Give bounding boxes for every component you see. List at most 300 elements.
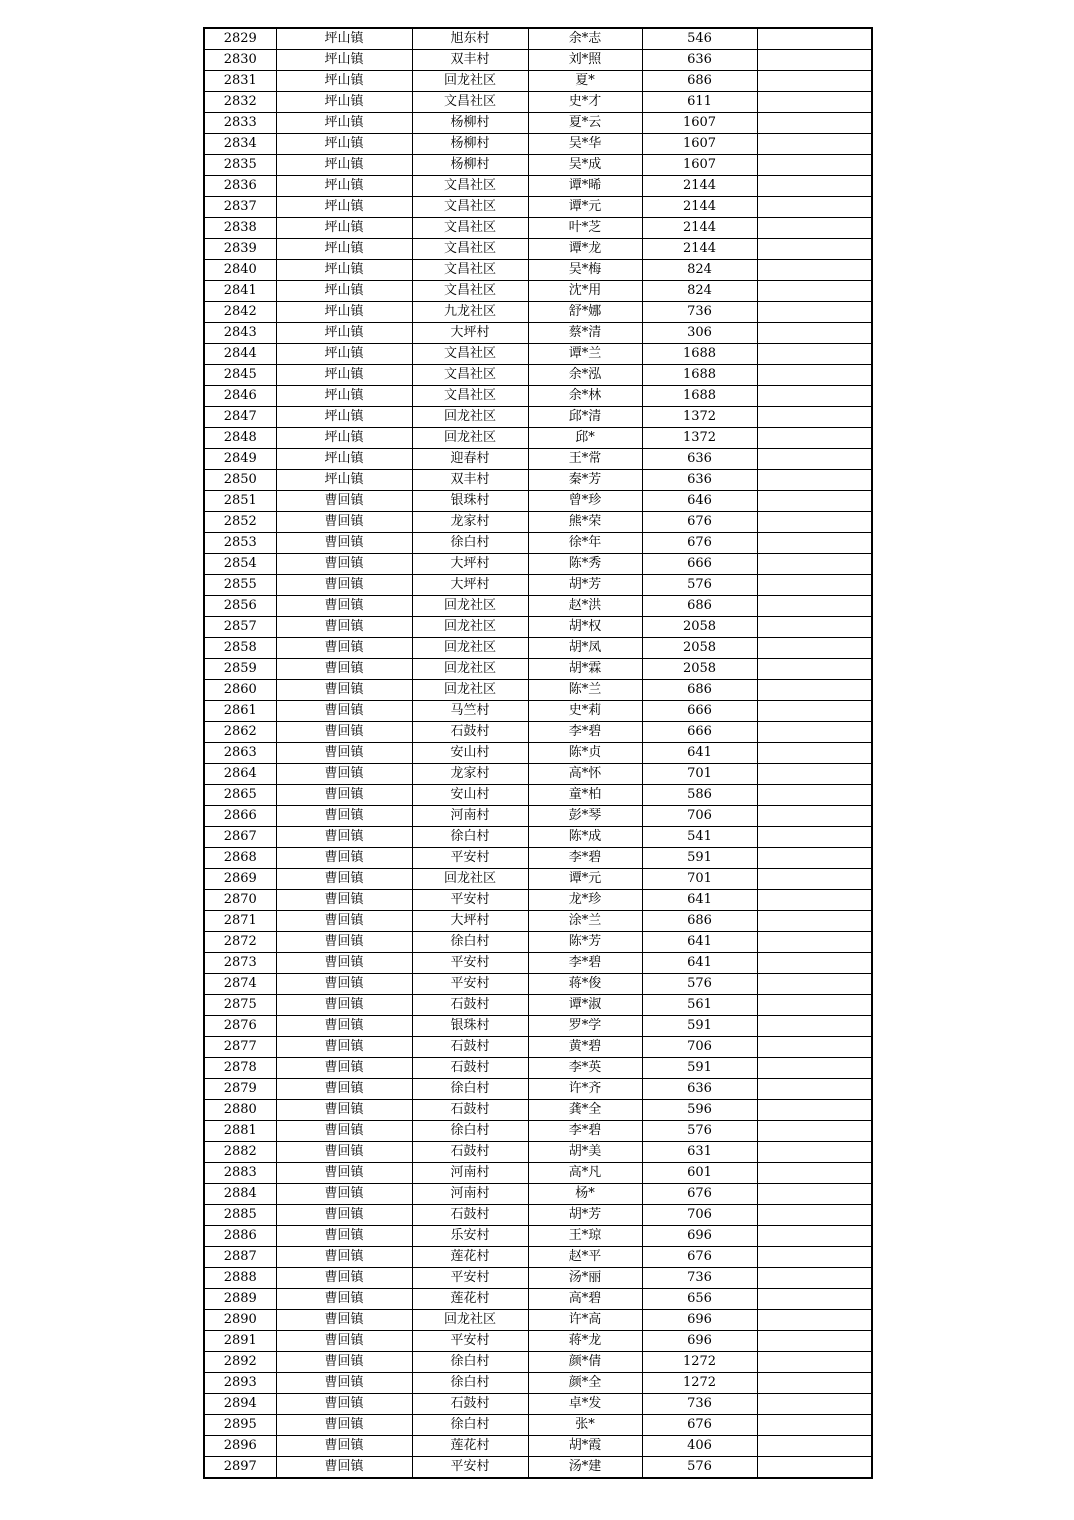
row-number-cell: 2832 <box>204 92 276 113</box>
table-row <box>204 323 872 344</box>
remark-cell <box>757 785 872 806</box>
table-row <box>204 491 872 512</box>
row-number-cell: 2837 <box>204 197 276 218</box>
village-cell: 徐白村 <box>412 1373 528 1394</box>
village-cell: 平安村 <box>412 848 528 869</box>
village-cell: 文昌社区 <box>412 386 528 407</box>
table-row <box>204 827 872 848</box>
village-cell: 杨柳村 <box>412 113 528 134</box>
name-cell: 余*志 <box>528 28 642 50</box>
table-row <box>204 449 872 470</box>
village-cell: 徐白村 <box>412 533 528 554</box>
village-cell: 回龙社区 <box>412 659 528 680</box>
remark-cell <box>757 302 872 323</box>
name-cell: 高*凡 <box>528 1163 642 1184</box>
village-cell: 双丰村 <box>412 50 528 71</box>
remark-cell <box>757 1205 872 1226</box>
row-number-cell: 2852 <box>204 512 276 533</box>
name-cell: 童*柏 <box>528 785 642 806</box>
name-cell: 颜*倩 <box>528 1352 642 1373</box>
remark-cell <box>757 1058 872 1079</box>
row-number-cell: 2839 <box>204 239 276 260</box>
amount-cell: 706 <box>642 1205 757 1226</box>
village-cell: 石鼓村 <box>412 1037 528 1058</box>
row-number-cell: 2841 <box>204 281 276 302</box>
village-cell: 石鼓村 <box>412 1205 528 1226</box>
name-cell: 胡*霞 <box>528 1436 642 1457</box>
table-row <box>204 239 872 260</box>
town-cell: 坪山镇 <box>276 155 412 176</box>
remark-cell <box>757 1415 872 1436</box>
village-cell: 文昌社区 <box>412 260 528 281</box>
row-number-cell: 2851 <box>204 491 276 512</box>
village-cell: 龙家村 <box>412 764 528 785</box>
row-number-cell: 2873 <box>204 953 276 974</box>
town-cell: 坪山镇 <box>276 386 412 407</box>
amount-cell: 1372 <box>642 407 757 428</box>
town-cell: 坪山镇 <box>276 281 412 302</box>
table-row <box>204 428 872 449</box>
remark-cell <box>757 1352 872 1373</box>
town-cell: 坪山镇 <box>276 239 412 260</box>
village-cell: 回龙社区 <box>412 617 528 638</box>
table-row <box>204 50 872 71</box>
amount-cell: 676 <box>642 1184 757 1205</box>
remark-cell <box>757 1331 872 1352</box>
amount-cell: 591 <box>642 1058 757 1079</box>
table-row <box>204 1163 872 1184</box>
village-cell: 徐白村 <box>412 1121 528 1142</box>
amount-cell: 576 <box>642 575 757 596</box>
amount-cell: 701 <box>642 869 757 890</box>
table-row <box>204 1394 872 1415</box>
amount-cell: 601 <box>642 1163 757 1184</box>
town-cell: 曹回镇 <box>276 1184 412 1205</box>
table-row <box>204 260 872 281</box>
town-cell: 曹回镇 <box>276 1436 412 1457</box>
row-number-cell: 2840 <box>204 260 276 281</box>
town-cell: 曹回镇 <box>276 1121 412 1142</box>
village-cell: 徐白村 <box>412 1415 528 1436</box>
table-row <box>204 1100 872 1121</box>
town-cell: 曹回镇 <box>276 1394 412 1415</box>
remark-cell <box>757 449 872 470</box>
village-cell: 徐白村 <box>412 827 528 848</box>
row-number-cell: 2862 <box>204 722 276 743</box>
town-cell: 曹回镇 <box>276 722 412 743</box>
remark-cell <box>757 1247 872 1268</box>
village-cell: 文昌社区 <box>412 281 528 302</box>
remark-cell <box>757 1373 872 1394</box>
amount-cell: 686 <box>642 71 757 92</box>
town-cell: 坪山镇 <box>276 218 412 239</box>
remark-cell <box>757 869 872 890</box>
name-cell: 夏*云 <box>528 113 642 134</box>
row-number-cell: 2842 <box>204 302 276 323</box>
row-number-cell: 2858 <box>204 638 276 659</box>
village-cell: 文昌社区 <box>412 344 528 365</box>
village-cell: 回龙社区 <box>412 638 528 659</box>
table-row <box>204 596 872 617</box>
amount-cell: 591 <box>642 848 757 869</box>
village-cell: 文昌社区 <box>412 218 528 239</box>
amount-cell: 696 <box>642 1310 757 1331</box>
name-cell: 彭*琴 <box>528 806 642 827</box>
village-cell: 文昌社区 <box>412 92 528 113</box>
table-row <box>204 1268 872 1289</box>
table-row <box>204 575 872 596</box>
table-row <box>204 722 872 743</box>
table-row <box>204 1373 872 1394</box>
row-number-cell: 2889 <box>204 1289 276 1310</box>
amount-cell: 706 <box>642 806 757 827</box>
table-row <box>204 1352 872 1373</box>
remark-cell <box>757 239 872 260</box>
name-cell: 舒*娜 <box>528 302 642 323</box>
village-cell: 平安村 <box>412 953 528 974</box>
name-cell: 谭*晞 <box>528 176 642 197</box>
data-table <box>203 27 873 1479</box>
town-cell: 曹回镇 <box>276 680 412 701</box>
village-cell: 平安村 <box>412 974 528 995</box>
name-cell: 王*琼 <box>528 1226 642 1247</box>
remark-cell <box>757 638 872 659</box>
village-cell: 马竺村 <box>412 701 528 722</box>
amount-cell: 1688 <box>642 386 757 407</box>
amount-cell: 824 <box>642 281 757 302</box>
village-cell: 平安村 <box>412 890 528 911</box>
village-cell: 莲花村 <box>412 1247 528 1268</box>
name-cell: 李*碧 <box>528 722 642 743</box>
amount-cell: 696 <box>642 1331 757 1352</box>
row-number-cell: 2896 <box>204 1436 276 1457</box>
town-cell: 坪山镇 <box>276 470 412 491</box>
table-row <box>204 1457 872 1479</box>
amount-cell: 1607 <box>642 113 757 134</box>
town-cell: 曹回镇 <box>276 533 412 554</box>
village-cell: 莲花村 <box>412 1289 528 1310</box>
table-row <box>204 1058 872 1079</box>
table-row <box>204 1184 872 1205</box>
amount-cell: 686 <box>642 680 757 701</box>
town-cell: 曹回镇 <box>276 743 412 764</box>
town-cell: 曹回镇 <box>276 1100 412 1121</box>
remark-cell <box>757 428 872 449</box>
town-cell: 坪山镇 <box>276 71 412 92</box>
town-cell: 曹回镇 <box>276 659 412 680</box>
remark-cell <box>757 890 872 911</box>
table-row <box>204 344 872 365</box>
remark-cell <box>757 764 872 785</box>
amount-cell: 706 <box>642 1037 757 1058</box>
table-row <box>204 1415 872 1436</box>
table-row <box>204 1037 872 1058</box>
row-number-cell: 2866 <box>204 806 276 827</box>
name-cell: 胡*芳 <box>528 1205 642 1226</box>
remark-cell <box>757 491 872 512</box>
village-cell: 双丰村 <box>412 470 528 491</box>
town-cell: 曹回镇 <box>276 491 412 512</box>
table-row <box>204 365 872 386</box>
table-row <box>204 1226 872 1247</box>
row-number-cell: 2830 <box>204 50 276 71</box>
table-row <box>204 176 872 197</box>
name-cell: 王*常 <box>528 449 642 470</box>
amount-cell: 824 <box>642 260 757 281</box>
remark-cell <box>757 575 872 596</box>
row-number-cell: 2892 <box>204 1352 276 1373</box>
amount-cell: 636 <box>642 1079 757 1100</box>
remark-cell <box>757 974 872 995</box>
amount-cell: 686 <box>642 911 757 932</box>
name-cell: 谭*元 <box>528 197 642 218</box>
town-cell: 曹回镇 <box>276 512 412 533</box>
table-row <box>204 743 872 764</box>
town-cell: 曹回镇 <box>276 848 412 869</box>
remark-cell <box>757 932 872 953</box>
name-cell: 叶*芝 <box>528 218 642 239</box>
village-cell: 徐白村 <box>412 932 528 953</box>
town-cell: 曹回镇 <box>276 1268 412 1289</box>
table-row <box>204 71 872 92</box>
name-cell: 邱*清 <box>528 407 642 428</box>
row-number-cell: 2859 <box>204 659 276 680</box>
row-number-cell: 2860 <box>204 680 276 701</box>
village-cell: 文昌社区 <box>412 197 528 218</box>
table-row <box>204 386 872 407</box>
village-cell: 银珠村 <box>412 491 528 512</box>
table-row <box>204 533 872 554</box>
table-row <box>204 470 872 491</box>
village-cell: 大坪村 <box>412 323 528 344</box>
table-row <box>204 764 872 785</box>
town-cell: 曹回镇 <box>276 554 412 575</box>
remark-cell <box>757 1268 872 1289</box>
row-number-cell: 2868 <box>204 848 276 869</box>
amount-cell: 676 <box>642 1415 757 1436</box>
remark-cell <box>757 701 872 722</box>
town-cell: 曹回镇 <box>276 1058 412 1079</box>
amount-cell: 641 <box>642 953 757 974</box>
town-cell: 曹回镇 <box>276 701 412 722</box>
town-cell: 曹回镇 <box>276 1373 412 1394</box>
town-cell: 曹回镇 <box>276 596 412 617</box>
town-cell: 曹回镇 <box>276 785 412 806</box>
amount-cell: 676 <box>642 512 757 533</box>
village-cell: 回龙社区 <box>412 596 528 617</box>
remark-cell <box>757 50 872 71</box>
name-cell: 李*碧 <box>528 1121 642 1142</box>
name-cell: 史*莉 <box>528 701 642 722</box>
remark-cell <box>757 113 872 134</box>
table-row <box>204 134 872 155</box>
town-cell: 曹回镇 <box>276 575 412 596</box>
name-cell: 吴*华 <box>528 134 642 155</box>
name-cell: 邱* <box>528 428 642 449</box>
town-cell: 坪山镇 <box>276 28 412 50</box>
village-cell: 徐白村 <box>412 1352 528 1373</box>
village-cell: 杨柳村 <box>412 155 528 176</box>
town-cell: 曹回镇 <box>276 1457 412 1479</box>
table-row <box>204 974 872 995</box>
name-cell: 史*才 <box>528 92 642 113</box>
amount-cell: 2144 <box>642 197 757 218</box>
remark-cell <box>757 596 872 617</box>
remark-cell <box>757 1163 872 1184</box>
name-cell: 谭*淑 <box>528 995 642 1016</box>
row-number-cell: 2894 <box>204 1394 276 1415</box>
amount-cell: 2144 <box>642 176 757 197</box>
town-cell: 坪山镇 <box>276 365 412 386</box>
amount-cell: 676 <box>642 1247 757 1268</box>
amount-cell: 586 <box>642 785 757 806</box>
village-cell: 石鼓村 <box>412 1142 528 1163</box>
remark-cell <box>757 470 872 491</box>
row-number-cell: 2850 <box>204 470 276 491</box>
name-cell: 赵*平 <box>528 1247 642 1268</box>
table-row <box>204 1205 872 1226</box>
town-cell: 曹回镇 <box>276 1037 412 1058</box>
row-number-cell: 2886 <box>204 1226 276 1247</box>
amount-cell: 636 <box>642 449 757 470</box>
village-cell: 大坪村 <box>412 554 528 575</box>
row-number-cell: 2871 <box>204 911 276 932</box>
name-cell: 吴*梅 <box>528 260 642 281</box>
remark-cell <box>757 848 872 869</box>
amount-cell: 2144 <box>642 218 757 239</box>
town-cell: 坪山镇 <box>276 407 412 428</box>
name-cell: 谭*兰 <box>528 344 642 365</box>
row-number-cell: 2878 <box>204 1058 276 1079</box>
name-cell: 赵*洪 <box>528 596 642 617</box>
village-cell: 大坪村 <box>412 911 528 932</box>
remark-cell <box>757 806 872 827</box>
table-row <box>204 617 872 638</box>
town-cell: 曹回镇 <box>276 617 412 638</box>
village-cell: 石鼓村 <box>412 722 528 743</box>
amount-cell: 2144 <box>642 239 757 260</box>
row-number-cell: 2847 <box>204 407 276 428</box>
row-number-cell: 2836 <box>204 176 276 197</box>
table-body <box>204 28 872 1478</box>
row-number-cell: 2829 <box>204 28 276 50</box>
table-row <box>204 28 872 50</box>
town-cell: 曹回镇 <box>276 1226 412 1247</box>
amount-cell: 576 <box>642 974 757 995</box>
row-number-cell: 2834 <box>204 134 276 155</box>
table-row <box>204 806 872 827</box>
village-cell: 龙家村 <box>412 512 528 533</box>
remark-cell <box>757 407 872 428</box>
remark-cell <box>757 1142 872 1163</box>
town-cell: 曹回镇 <box>276 1142 412 1163</box>
town-cell: 曹回镇 <box>276 1415 412 1436</box>
village-cell: 安山村 <box>412 785 528 806</box>
table-row <box>204 1331 872 1352</box>
name-cell: 汤*建 <box>528 1457 642 1479</box>
remark-cell <box>757 92 872 113</box>
remark-cell <box>757 1037 872 1058</box>
name-cell: 蔡*清 <box>528 323 642 344</box>
remark-cell <box>757 1310 872 1331</box>
name-cell: 胡*霖 <box>528 659 642 680</box>
table-row <box>204 701 872 722</box>
remark-cell <box>757 995 872 1016</box>
name-cell: 卓*发 <box>528 1394 642 1415</box>
amount-cell: 736 <box>642 302 757 323</box>
village-cell: 回龙社区 <box>412 869 528 890</box>
remark-cell <box>757 680 872 701</box>
town-cell: 坪山镇 <box>276 323 412 344</box>
remark-cell <box>757 155 872 176</box>
amount-cell: 541 <box>642 827 757 848</box>
village-cell: 旭东村 <box>412 28 528 50</box>
village-cell: 回龙社区 <box>412 428 528 449</box>
village-cell: 乐安村 <box>412 1226 528 1247</box>
name-cell: 陈*兰 <box>528 680 642 701</box>
amount-cell: 636 <box>642 50 757 71</box>
name-cell: 曾*珍 <box>528 491 642 512</box>
name-cell: 熊*荣 <box>528 512 642 533</box>
village-cell: 石鼓村 <box>412 1394 528 1415</box>
remark-cell <box>757 1457 872 1479</box>
village-cell: 回龙社区 <box>412 1310 528 1331</box>
name-cell: 余*泓 <box>528 365 642 386</box>
name-cell: 李*碧 <box>528 848 642 869</box>
town-cell: 坪山镇 <box>276 50 412 71</box>
remark-cell <box>757 722 872 743</box>
remark-cell <box>757 134 872 155</box>
name-cell: 陈*芳 <box>528 932 642 953</box>
table-row <box>204 995 872 1016</box>
remark-cell <box>757 1100 872 1121</box>
amount-cell: 641 <box>642 932 757 953</box>
remark-cell <box>757 827 872 848</box>
town-cell: 曹回镇 <box>276 1163 412 1184</box>
name-cell: 涂*兰 <box>528 911 642 932</box>
table-row <box>204 911 872 932</box>
remark-cell <box>757 281 872 302</box>
town-cell: 坪山镇 <box>276 260 412 281</box>
town-cell: 坪山镇 <box>276 176 412 197</box>
village-cell: 回龙社区 <box>412 680 528 701</box>
remark-cell <box>757 71 872 92</box>
name-cell: 李*英 <box>528 1058 642 1079</box>
amount-cell: 666 <box>642 701 757 722</box>
amount-cell: 611 <box>642 92 757 113</box>
amount-cell: 1688 <box>642 344 757 365</box>
town-cell: 曹回镇 <box>276 764 412 785</box>
row-number-cell: 2843 <box>204 323 276 344</box>
town-cell: 曹回镇 <box>276 932 412 953</box>
name-cell: 杨* <box>528 1184 642 1205</box>
row-number-cell: 2838 <box>204 218 276 239</box>
amount-cell: 631 <box>642 1142 757 1163</box>
remark-cell <box>757 1121 872 1142</box>
name-cell: 沈*用 <box>528 281 642 302</box>
name-cell: 汤*丽 <box>528 1268 642 1289</box>
table-row <box>204 302 872 323</box>
amount-cell: 656 <box>642 1289 757 1310</box>
table-row <box>204 512 872 533</box>
town-cell: 曹回镇 <box>276 953 412 974</box>
row-number-cell: 2869 <box>204 869 276 890</box>
name-cell: 胡*美 <box>528 1142 642 1163</box>
row-number-cell: 2844 <box>204 344 276 365</box>
name-cell: 谭*龙 <box>528 239 642 260</box>
name-cell: 李*碧 <box>528 953 642 974</box>
village-cell: 安山村 <box>412 743 528 764</box>
